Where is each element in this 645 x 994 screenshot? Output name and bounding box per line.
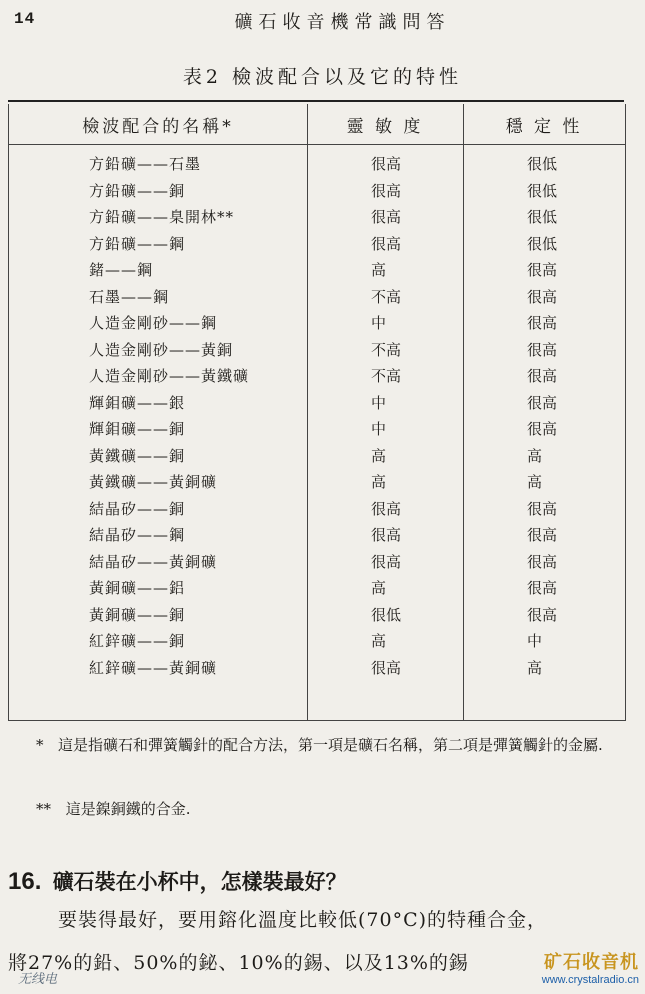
combination-cell: 方鉛礦——銅 <box>89 181 186 200</box>
section-heading <box>8 866 347 896</box>
sensitivity-cell: 很高 <box>371 181 402 200</box>
stability-cell: 中 <box>527 632 543 650</box>
stability-cell: 很高 <box>527 552 558 571</box>
table-row <box>9 521 625 548</box>
running-header: 礦石收音機常識問答 <box>234 12 451 33</box>
table-top-rule <box>8 100 624 102</box>
footnote-2 <box>36 794 191 824</box>
combination-cell: 石墨——鋼 <box>89 287 170 306</box>
stability-cell: 很低 <box>527 234 558 253</box>
stability-cell: 高 <box>527 446 543 465</box>
page-number: 14 <box>14 10 36 28</box>
footnote-1 <box>36 730 611 760</box>
sensitivity-cell: 中 <box>371 420 387 438</box>
combination-cell: 人造金剛砂——黃銅 <box>89 340 234 359</box>
table-row <box>9 362 625 389</box>
sensitivity-cell: 高 <box>371 579 387 597</box>
watermark-site <box>542 948 639 986</box>
table-row <box>9 574 625 601</box>
combination-cell: 輝鉬礦——銅 <box>89 420 186 438</box>
sensitivity-cell: 不高 <box>371 367 402 385</box>
table-row <box>9 177 625 204</box>
stability-cell: 很高 <box>527 579 558 597</box>
sensitivity-cell: 高 <box>371 261 387 279</box>
sensitivity-cell: 高 <box>371 632 387 650</box>
sensitivity-cell: 很高 <box>371 499 402 518</box>
table-row <box>9 627 625 654</box>
stability-cell: 很高 <box>527 314 558 332</box>
header-combination: 檢波配合的名稱* <box>82 117 234 137</box>
sensitivity-cell: 很高 <box>371 234 402 253</box>
stability-cell: 很高 <box>527 526 558 544</box>
combination-cell: 鍺——鋼 <box>89 261 154 279</box>
sensitivity-cell: 很高 <box>371 526 402 544</box>
watermark-logo: 无线电 <box>18 972 58 987</box>
footnote-mark: ** <box>36 800 51 818</box>
table-row <box>9 654 625 681</box>
paragraph-line: 將27%的鉛、50%的鉍、10%的錫、以及13%的錫 <box>8 952 469 974</box>
footnote-mark: * <box>36 736 44 754</box>
combination-cell: 紅鋅礦——銅 <box>89 632 186 650</box>
header-rule <box>9 144 625 145</box>
sensitivity-cell: 很高 <box>371 208 402 226</box>
combination-cell: 輝鉬礦——銀 <box>89 393 186 412</box>
combination-cell: 結晶矽——鋼 <box>89 526 186 544</box>
table-row <box>9 389 625 416</box>
table-row <box>9 415 625 442</box>
combination-cell: 結晶矽——銅 <box>89 499 186 518</box>
stability-cell: 很高 <box>527 393 558 412</box>
sensitivity-cell: 高 <box>371 473 387 491</box>
table-row <box>9 283 625 310</box>
header-sensitivity: 靈 敏 度 <box>346 117 424 137</box>
combination-cell: 黃銅礦——鋁 <box>89 579 186 597</box>
sensitivity-cell: 中 <box>371 314 387 332</box>
combination-cell: 方鉛礦——石墨 <box>89 155 202 173</box>
section-question: 礦石裝在小杯中，怎樣裝最好？ <box>52 869 347 894</box>
table-row <box>9 336 625 363</box>
table-title: 表2 檢波配合以及它的特性 <box>182 66 463 88</box>
section-number: 16. <box>8 868 42 895</box>
table-row <box>9 256 625 283</box>
stability-cell: 高 <box>527 473 543 491</box>
combination-cell: 人造金剛砂——鋼 <box>89 314 218 332</box>
stability-cell: 很高 <box>527 340 558 359</box>
table-row <box>9 468 625 495</box>
stability-cell: 高 <box>527 658 543 677</box>
sensitivity-cell: 高 <box>371 446 387 465</box>
table-row <box>9 495 625 522</box>
sensitivity-cell: 很低 <box>371 605 402 624</box>
stability-cell: 很高 <box>527 499 558 518</box>
stability-cell: 很高 <box>527 367 558 385</box>
table-row <box>9 230 625 257</box>
header-stability: 穩 定 性 <box>505 117 583 137</box>
footnote-text: 這是鎳銅鐵的合金. <box>65 800 191 818</box>
stability-cell: 很低 <box>527 208 558 226</box>
sensitivity-cell: 不高 <box>371 287 402 306</box>
combination-cell: 紅鋅礦——黃銅礦 <box>89 658 218 677</box>
watermark-site-name: 矿石收音机 <box>544 952 639 973</box>
stability-cell: 很高 <box>527 605 558 624</box>
table-row <box>9 203 625 230</box>
table-row <box>9 150 625 177</box>
paragraph-line: 要裝得最好，要用鎔化溫度比較低(70°C)的特種合金， <box>58 909 548 931</box>
table-row <box>9 309 625 336</box>
combination-cell: 黃鐵礦——黃銅礦 <box>89 473 218 491</box>
combination-cell: 結晶矽——黃銅礦 <box>89 552 218 571</box>
sensitivity-cell: 不高 <box>371 340 402 359</box>
sensitivity-cell: 很高 <box>371 658 402 677</box>
combination-cell: 人造金剛砂——黃鐵礦 <box>89 367 250 385</box>
table-row <box>9 548 625 575</box>
table-row <box>9 601 625 628</box>
combination-cell: 黃銅礦——銅 <box>89 605 186 624</box>
watermark-site-url: www.crystalradio.cn <box>541 974 639 986</box>
combination-cell: 方鉛礦——臬開林** <box>89 208 235 226</box>
sensitivity-cell: 很高 <box>371 155 402 173</box>
footnote-text: 這是指礦石和彈簧觸針的配合方法，第一項是礦石名稱，第二項是彈簧觸針的金屬. <box>58 736 603 754</box>
combination-cell: 黃鐵礦——銅 <box>89 446 186 465</box>
stability-cell: 很低 <box>527 155 558 173</box>
sensitivity-cell: 中 <box>371 393 387 412</box>
stability-cell: 很高 <box>527 420 558 438</box>
stability-cell: 很高 <box>527 261 558 279</box>
sensitivity-cell: 很高 <box>371 552 402 571</box>
combination-cell: 方鉛礦——鋼 <box>89 234 186 253</box>
detector-table <box>8 104 626 721</box>
stability-cell: 很高 <box>527 287 558 306</box>
table-row <box>9 442 625 469</box>
stability-cell: 很低 <box>527 181 558 200</box>
